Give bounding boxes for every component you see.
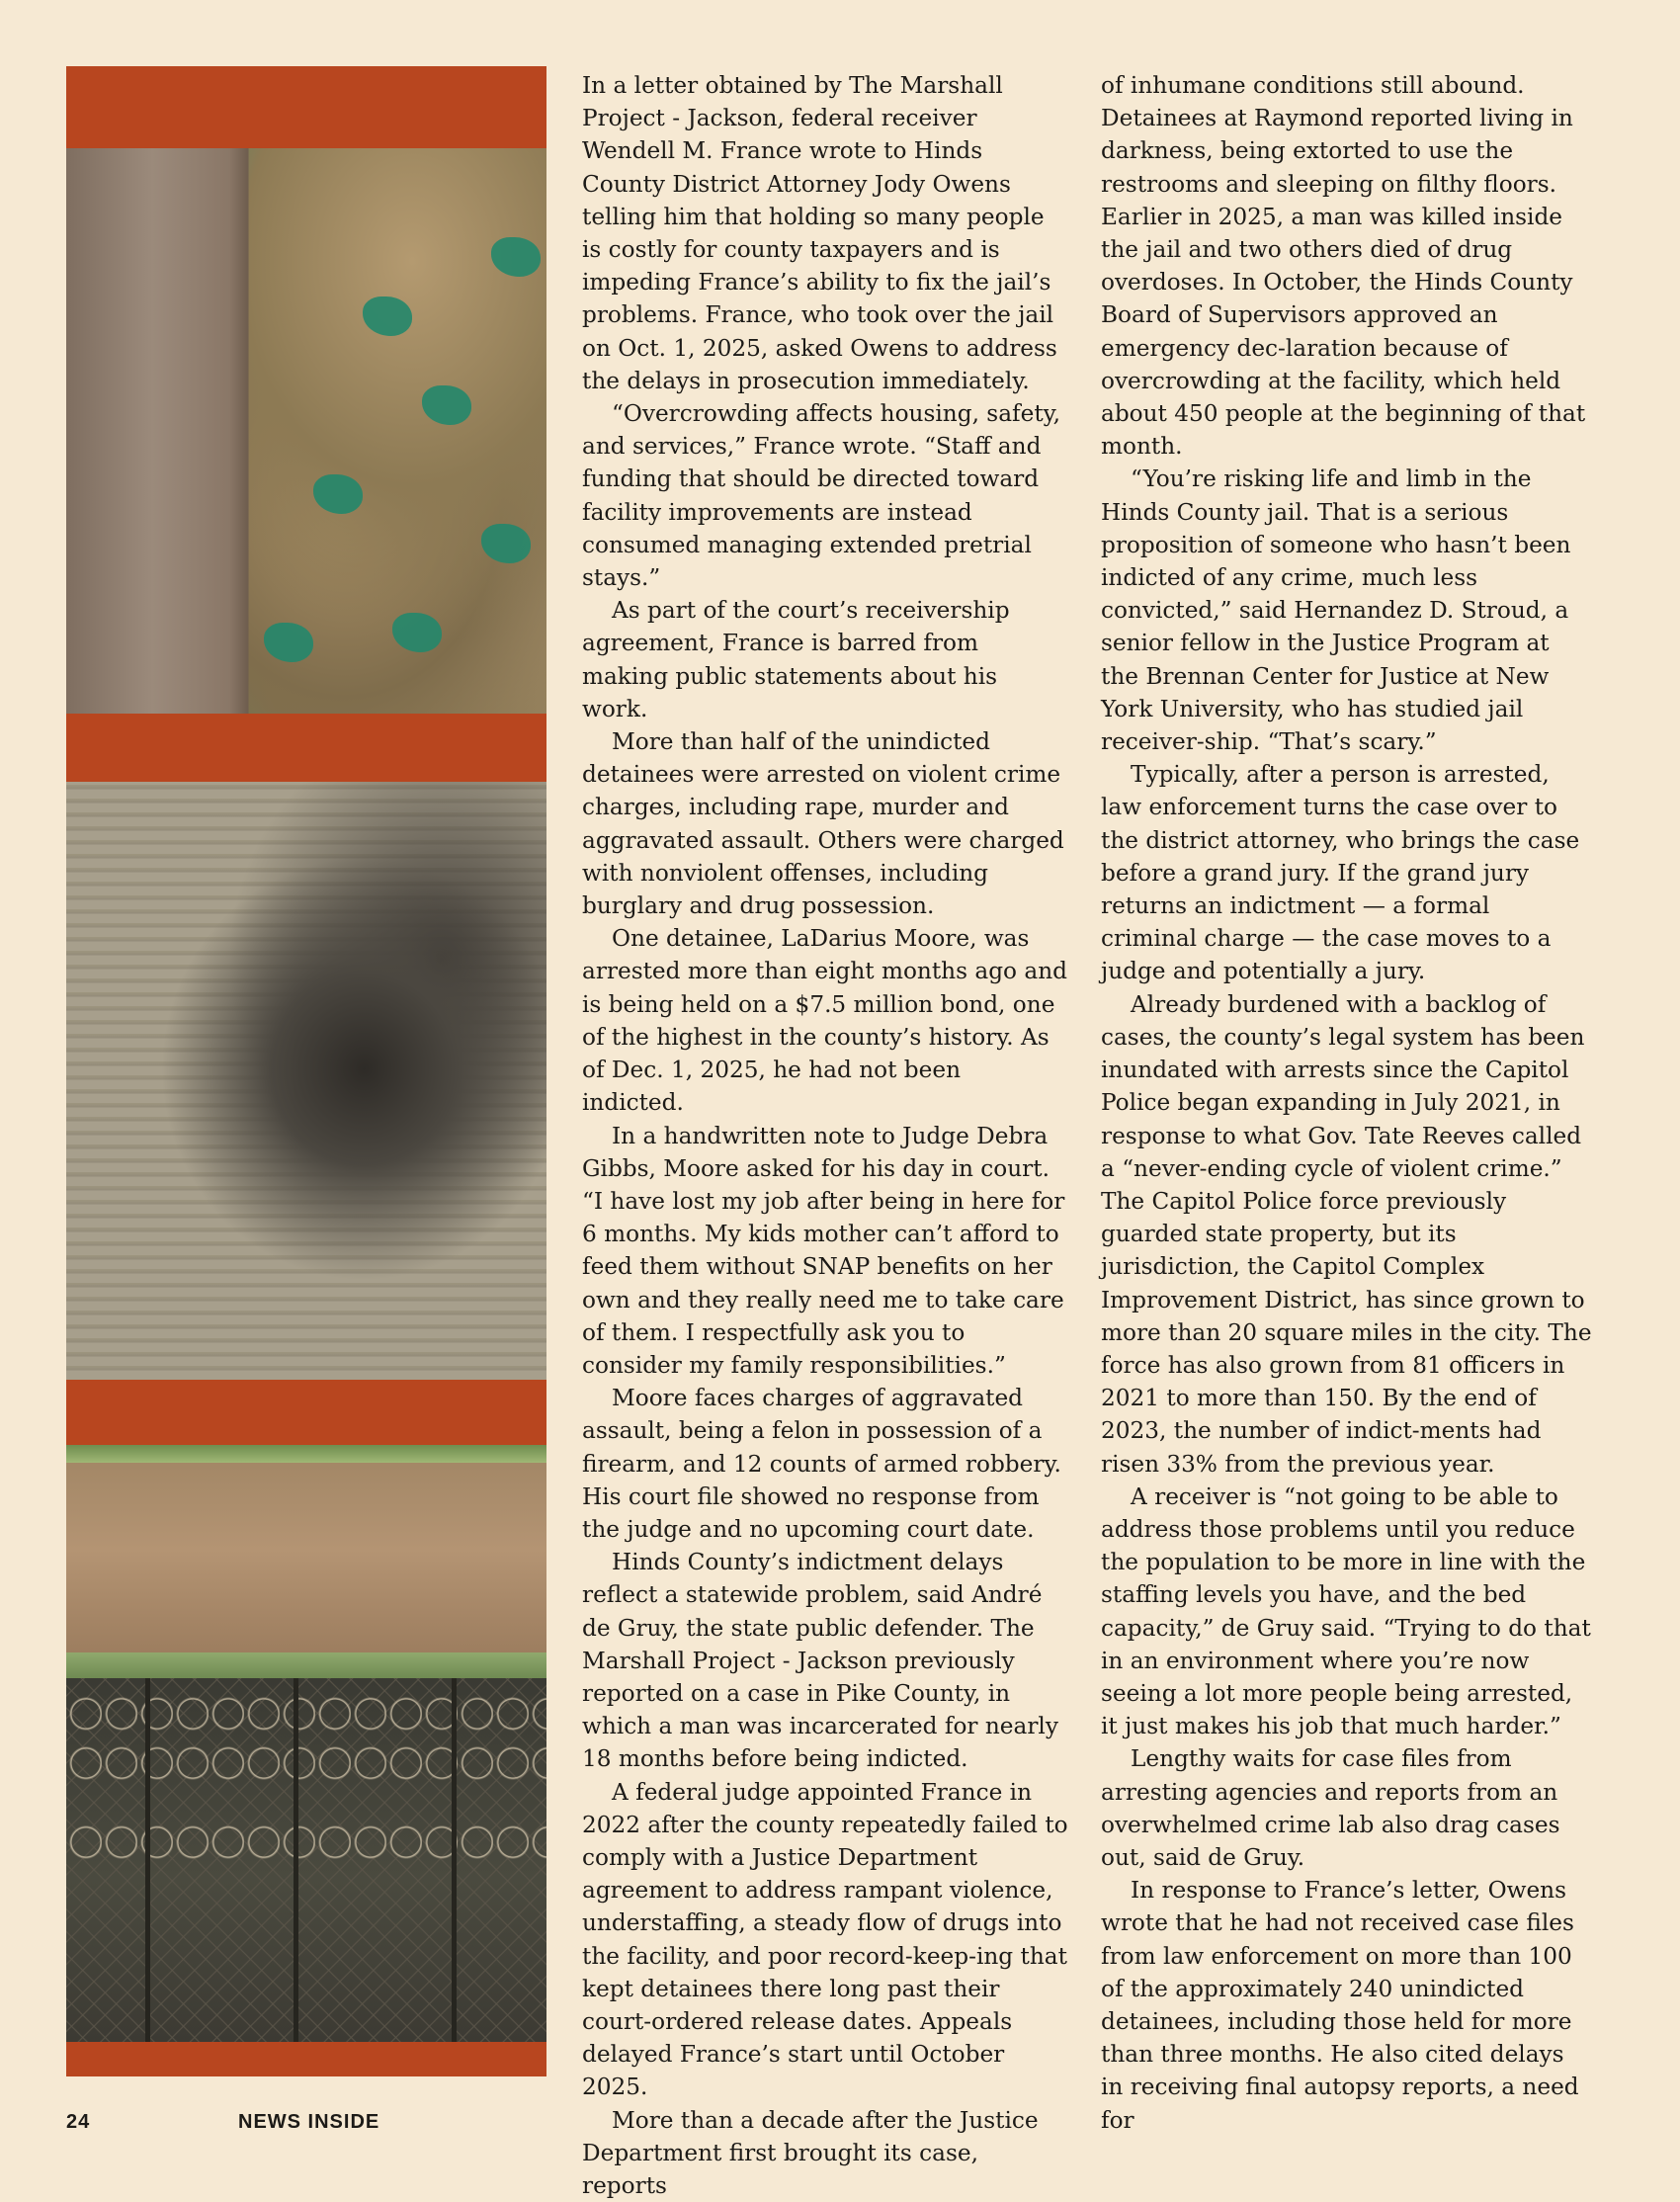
paragraph: “You’re risking life and limb in the Hinds County jail. That is a serious proposition of someone who hasn’t been indicted of any crime, much less convicted,” said Hernandez D. Stroud, a senior fellow in the Justice Program at the Brennan Center for Justice at New York University, who has studied jail receiver-ship. “That’s scary.”	[1101, 466, 1571, 756]
paragraph: Hinds County’s indictment delays reflect a statewide problem, said André de Gruy, the state public defender. The Marshall Project - Jackson previously reported on a case in Pike County, in which a man was incarcerated for nearly 18 months before being indicted.	[582, 1549, 1058, 1773]
paragraph: “Overcrowding affects housing, safety, and services,” France wrote. “Staff and funding that should be directed toward facility improvements are instead consumed managing extended pretrial stays.”	[582, 400, 1061, 592]
paragraph: As part of the court’s receivership agreement, France is barred from making public statements about his work.	[582, 597, 1010, 722]
paragraph: A receiver is “not going to be able to address those problems until you reduce the population to be more in line with the staffing levels you have, and the bed capacity,” de Gruy said. “Trying to do that in an environment where you’re now seeing a lot more people being arrested, it just makes his job that much harder.”	[1101, 1482, 1591, 1740]
paragraph: Lengthy waits for case files from arresting agencies and reports from an overwhelmed crime lab also drag cases out, said de Gruy.	[1101, 1745, 1560, 1871]
paragraph: of inhumane conditions still abound. Detainees at Raymond reported living in darkness, being extorted to use the restrooms and sleeping on filthy floors. Earlier in 2025, a man was killed inside the jail and two others died of drug overdoses. In October, the Hinds County Board of Supervisors approved an emergency dec-laration because of overcrowding at the facility, which held about 450 people at the beginning of that month.	[1101, 72, 1586, 461]
photo-peeling-paint-wall	[66, 148, 546, 714]
page-number: 24	[66, 2111, 91, 2133]
paragraph: In a letter obtained by The Marshall Project - Jackson, federal receiver Wendell M. France wrote to Hinds County District Attorney Jody Owens telling him that holding so many people is costly for county taxpayers and is impeding France’s ability to fix the jail’s problems. France, who took over the jail on Oct. 1, 2025, asked Owens to address the delays in prosecution immediately.	[582, 72, 1057, 394]
paragraph: Moore faces charges of aggravated assault, being a felon in possession of a firearm, and 12 counts of armed robbery. His court file showed no response from the judge and no upcoming court date.	[582, 1385, 1061, 1543]
photo-shadow-on-siding	[66, 782, 546, 1380]
paragraph: Typically, after a person is arrested, law enforcement turns the case over to the district attorney, who brings the case before a grand jury. If the grand jury returns an indictment — a formal criminal charge — the case moves to a judge and potentially a jury.	[1101, 761, 1580, 985]
paragraph: A federal judge appointed France in 2022 after the county repeatedly failed to comply with a Justice Department agreement to address rampant violence, understaffing, a steady flow of drugs into the facility, and poor record-keep-ing that kept detainees there long past their court-ordered release dates. Appeals delayed France’s start until October 2025.	[582, 1778, 1068, 2101]
section-name: NEWS INSIDE	[238, 2111, 380, 2133]
paragraph: In response to France’s letter, Owens wrote that he had not received case files from law enforcement on more than 100 of the approximately 240 unindicted detainees, including those held for more than three months. He also cited delays in receiving final autopsy reports, a need for	[1101, 1877, 1579, 2134]
paragraph: In a handwritten note to Judge Debra Gibbs, Moore asked for his day in court. “I have lost my job after being in here for 6 months. My kids mother can’t afford to feed them without SNAP benefits on her own and they really need me to take care of them. I respectfully ask you to consider my family responsibilities.”	[582, 1122, 1065, 1379]
photo-strip	[66, 66, 546, 2076]
paragraph: More than a decade after the Justice Department first brought its case, reports	[582, 2106, 1039, 2199]
article-column-1	[582, 69, 1068, 2202]
article-column-2	[1101, 69, 1592, 2137]
photo-jail-razor-wire-fence	[66, 1445, 546, 2075]
paragraph: Already burdened with a backlog of cases, the county’s legal system has been inundated with arrests since the Capitol Police began expanding in July 2021, in response to what Gov. Tate Reeves called a “never-ending cycle of violent crime.” The Capitol Police force previously guarded state property, but its jurisdiction, the Capitol Complex Improvement District, has since grown to more than 20 square miles in the city. The force has also grown from 81 officers in 2021 to more than 150. By the end of 2023, the number of indict-ments had risen 33% from the previous year.	[1101, 990, 1592, 1478]
paragraph: One detainee, LaDarius Moore, was arrested more than eight months ago and is being held on a $7.5 million bond, one of the highest in the county’s history. As of Dec. 1, 2025, he had not been indicted.	[582, 925, 1067, 1117]
paragraph: More than half of the unindicted detainees were arrested on violent crime charges, including rape, murder and aggravated assault. Others were charged with nonviolent offenses, including burglary and drug possession.	[582, 728, 1064, 920]
